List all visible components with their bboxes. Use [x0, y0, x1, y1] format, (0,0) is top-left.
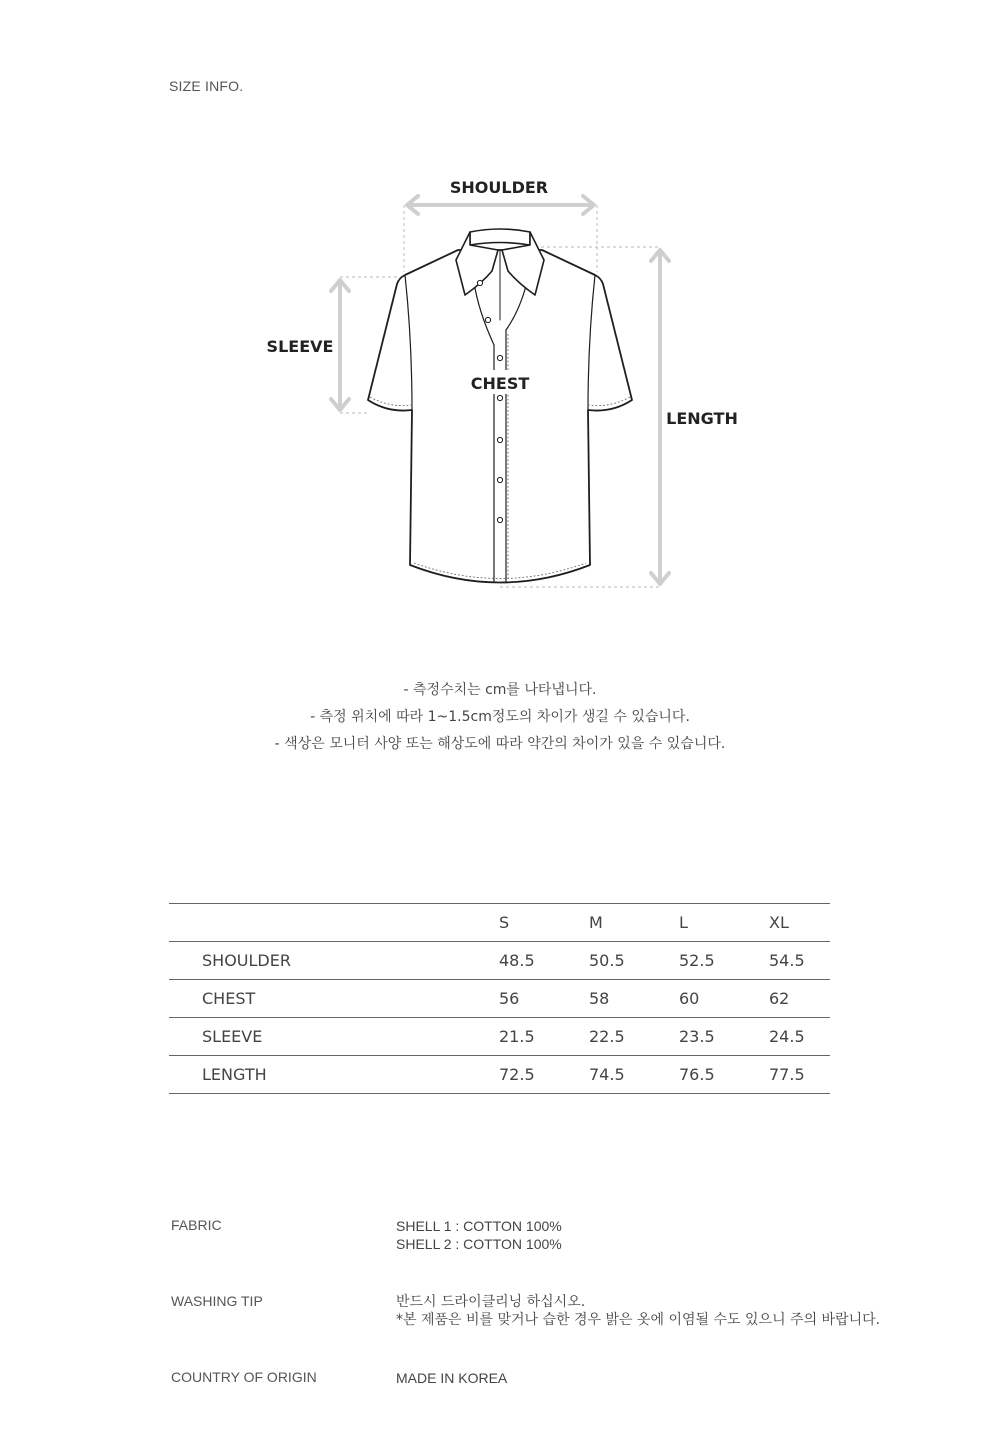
note-line: - 색상은 모니터 사양 또는 해상도에 따라 약간의 차이가 있을 수 있습니다. — [274, 736, 726, 752]
table-row — [169, 942, 830, 980]
row-label: SLEEVE — [169, 1018, 499, 1056]
table-row — [169, 980, 830, 1018]
chest-label: CHEST — [470, 374, 530, 393]
washing-label: WASHING TIP — [171, 1293, 263, 1309]
table-cell: 52.5 — [679, 942, 769, 980]
shirt-measurement-diagram — [0, 150, 1000, 610]
size-table-header — [169, 904, 830, 942]
note-line: - 측정수치는 cm를 나타냅니다. — [403, 682, 597, 698]
table-cell: 77.5 — [769, 1056, 830, 1094]
table-cell: 23.5 — [679, 1018, 769, 1056]
column-header: L — [679, 904, 769, 942]
fabric-value — [396, 1217, 956, 1253]
table-row — [169, 1056, 830, 1094]
note-line: - 측정 위치에 따라 1~1.5cm정도의 차이가 생길 수 있습니다. — [310, 709, 690, 725]
column-header: M — [589, 904, 679, 942]
origin-value — [396, 1369, 956, 1387]
table-row — [169, 1018, 830, 1056]
size-table — [169, 903, 830, 1094]
length-label: LENGTH — [666, 409, 738, 428]
table-cell: 60 — [679, 980, 769, 1018]
row-label: LENGTH — [169, 1056, 499, 1094]
row-label: CHEST — [169, 980, 499, 1018]
table-cell: 22.5 — [589, 1018, 679, 1056]
row-label: SHOULDER — [169, 942, 499, 980]
table-cell: 74.5 — [589, 1056, 679, 1094]
table-cell: 50.5 — [589, 942, 679, 980]
table-cell: 54.5 — [769, 942, 830, 980]
fabric-label: FABRIC — [171, 1217, 222, 1233]
fabric-line: SHELL 1 : COTTON 100% — [396, 1218, 562, 1234]
measurement-notes — [0, 680, 1000, 761]
washing-line: 반드시 드라이클리닝 하십시오. — [396, 1294, 586, 1310]
table-cell: 56 — [499, 980, 589, 1018]
table-cell: 48.5 — [499, 942, 589, 980]
table-cell: 24.5 — [769, 1018, 830, 1056]
washing-value — [396, 1293, 956, 1329]
table-cell: 76.5 — [679, 1056, 769, 1094]
table-cell: 58 — [589, 980, 679, 1018]
column-header: S — [499, 904, 589, 942]
sleeve-arrow — [331, 280, 349, 410]
washing-line: *본 제품은 비를 맞거나 습한 경우 밝은 옷에 이염될 수도 있으니 주의 바랍니다. — [396, 1312, 881, 1328]
origin-line: MADE IN KOREA — [396, 1370, 508, 1386]
table-cell: 62 — [769, 980, 830, 1018]
table-cell: 72.5 — [499, 1056, 589, 1094]
origin-label: COUNTRY OF ORIGIN — [171, 1369, 317, 1385]
size-table-corner — [169, 904, 499, 942]
shoulder-arrow — [407, 196, 594, 214]
column-header: XL — [769, 904, 830, 942]
shoulder-label: SHOULDER — [449, 178, 549, 197]
fabric-line: SHELL 2 : COTTON 100% — [396, 1236, 562, 1252]
section-title: SIZE INFO. — [169, 78, 244, 94]
sleeve-label: SLEEVE — [266, 337, 334, 356]
table-cell: 21.5 — [499, 1018, 589, 1056]
